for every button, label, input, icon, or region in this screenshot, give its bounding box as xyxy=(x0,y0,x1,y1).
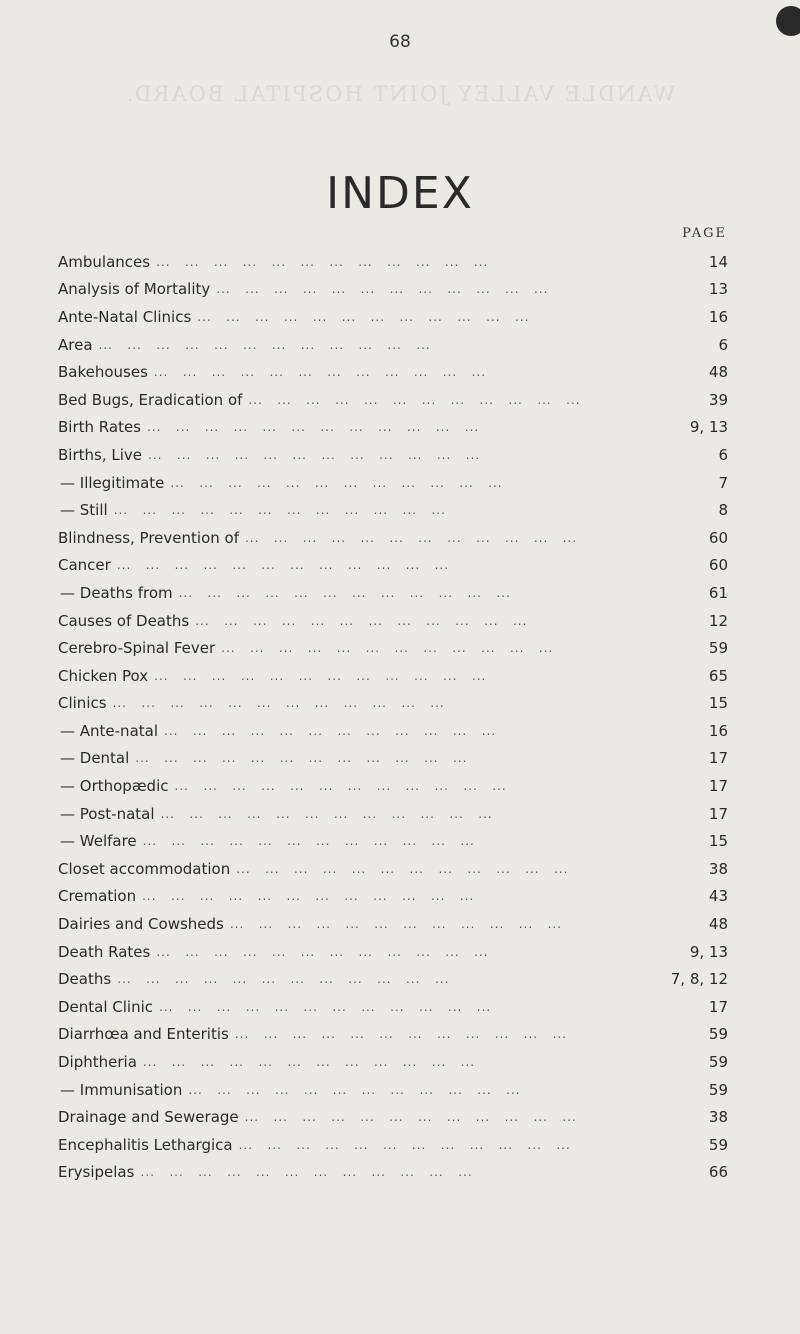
dot-leader xyxy=(107,696,708,710)
index-entry-page: 7 xyxy=(718,473,728,492)
index-entry-label: Dental Clinic xyxy=(58,997,154,1016)
dot-leader xyxy=(142,448,708,462)
dot-leader xyxy=(134,1165,708,1179)
index-entry xyxy=(58,496,728,524)
index-entry-page: 12 xyxy=(708,611,728,630)
dot-leader xyxy=(111,558,708,572)
index-entry-page: 17 xyxy=(708,777,728,796)
index-entry-label: — Illegitimate xyxy=(60,473,165,492)
index-entry-label: Chicken Pox xyxy=(58,666,149,685)
index-entry-page: 17 xyxy=(708,997,728,1016)
index-entry xyxy=(58,1048,728,1076)
index-entry-page: 38 xyxy=(708,859,728,878)
dot-leader xyxy=(169,779,709,793)
index-entry xyxy=(58,883,728,911)
index-entry xyxy=(58,579,728,607)
dot-leader xyxy=(189,614,708,628)
index-entry-label: Ante-Natal Clinics xyxy=(58,307,192,326)
index-entry-label: Cremation xyxy=(58,887,137,906)
index-entry-label: Cerebro-Spinal Fever xyxy=(58,639,216,658)
index-entry-label: — Ante-natal xyxy=(60,721,158,740)
index-entry xyxy=(58,800,728,828)
index-entry-label: Causes of Deaths xyxy=(58,611,190,630)
dot-leader xyxy=(182,1083,708,1097)
index-entry-label: Bed Bugs, Eradication of xyxy=(58,390,243,409)
index-entry-label: Ambulances xyxy=(58,252,151,271)
index-entry xyxy=(58,386,728,414)
dot-leader xyxy=(173,586,708,600)
index-entry-label: Diphtheria xyxy=(58,1053,137,1072)
index-entry-page: 16 xyxy=(708,307,728,326)
index-entry-label: Bakehouses xyxy=(58,363,148,382)
index-entry xyxy=(58,662,728,690)
dot-leader xyxy=(242,393,708,407)
index-entry-label: Blindness, Prevention of xyxy=(58,528,239,547)
dot-leader xyxy=(148,669,708,683)
index-entry xyxy=(58,965,728,993)
dot-leader xyxy=(191,310,708,324)
index-entry xyxy=(58,772,728,800)
dot-leader xyxy=(229,1027,708,1041)
dot-leader xyxy=(141,420,690,434)
index-entry xyxy=(58,855,728,883)
index-entry-page: 59 xyxy=(708,1080,728,1099)
page-column-header: PAGE xyxy=(682,226,727,241)
index-entry-label: Area xyxy=(58,335,93,354)
dot-leader xyxy=(148,365,708,379)
index-entry-page: 13 xyxy=(708,280,728,299)
index-entry-page: 59 xyxy=(708,1025,728,1044)
dot-leader xyxy=(164,476,708,490)
index-entry-page: 43 xyxy=(708,887,728,906)
index-entry-page: 59 xyxy=(708,639,728,658)
index-entry-label: Deaths xyxy=(58,970,112,989)
index-entry xyxy=(58,414,728,442)
dot-leader xyxy=(153,1000,708,1014)
index-entry-page: 59 xyxy=(708,1053,728,1072)
index-entry xyxy=(58,1159,728,1187)
index-entry xyxy=(58,910,728,938)
index-entry-page: 6 xyxy=(718,335,728,354)
index-entry xyxy=(58,634,728,662)
index-entry-label: Dairies and Cowsheds xyxy=(58,915,224,934)
index-entry xyxy=(58,248,728,276)
index-entry xyxy=(58,358,728,386)
index-entry xyxy=(58,1076,728,1104)
index-entry xyxy=(58,276,728,304)
dot-leader xyxy=(108,503,708,517)
dot-leader xyxy=(215,641,708,655)
show-through-text: WANDLE VALLEY JOINT HOSPITAL BOARD. xyxy=(124,82,676,106)
dot-leader xyxy=(129,751,708,765)
index-entry-label: — Orthopædic xyxy=(60,777,169,796)
index-entry-page: 16 xyxy=(708,721,728,740)
index-entry xyxy=(58,827,728,855)
index-entry xyxy=(58,552,728,580)
index-entry xyxy=(58,690,728,718)
dot-leader xyxy=(150,945,689,959)
index-entry xyxy=(58,938,728,966)
dot-leader xyxy=(150,255,708,269)
index-entry-label: — Welfare xyxy=(60,832,137,851)
dot-leader xyxy=(137,1055,708,1069)
index-entry-page: 65 xyxy=(708,666,728,685)
index-entry-label: Drainage and Sewerage xyxy=(58,1108,239,1127)
index-entry xyxy=(58,524,728,552)
index-entry-page: 48 xyxy=(708,915,728,934)
index-entry-page: 14 xyxy=(708,252,728,271)
index-entry xyxy=(58,469,728,497)
index-entry xyxy=(58,303,728,331)
index-entry-page: 7, 8, 12 xyxy=(670,970,728,989)
index-entry-page: 9, 13 xyxy=(689,942,728,961)
index-entry-label: Death Rates xyxy=(58,942,151,961)
index-entry-page: 66 xyxy=(708,1163,728,1182)
index-entry-page: 17 xyxy=(708,804,728,823)
dot-leader xyxy=(155,807,708,821)
index-entry-page: 48 xyxy=(708,363,728,382)
dot-leader xyxy=(224,917,708,931)
dot-leader xyxy=(239,1110,708,1124)
index-entry xyxy=(58,1131,728,1159)
index-entry-label: Encephalitis Lethargica xyxy=(58,1135,233,1154)
index-entry-page: 61 xyxy=(708,583,728,602)
dot-leader xyxy=(158,724,708,738)
index-entry xyxy=(58,717,728,745)
dot-leader xyxy=(111,972,671,986)
index-entry-page: 59 xyxy=(708,1135,728,1154)
index-title: INDEX xyxy=(326,168,474,219)
index-entry-label: — Immunisation xyxy=(60,1080,183,1099)
index-entry-label: Diarrhœa and Enteritis xyxy=(58,1025,229,1044)
index-entry-label: — Dental xyxy=(60,749,130,768)
index-entry-page: 15 xyxy=(708,694,728,713)
index-entry-page: 15 xyxy=(708,832,728,851)
index-entry-page: 17 xyxy=(708,749,728,768)
index-entry-label: Analysis of Mortality xyxy=(58,280,211,299)
index-entry-label: Clinics xyxy=(58,694,107,713)
index-entry xyxy=(58,993,728,1021)
index-entry-page: 60 xyxy=(708,556,728,575)
index-entry-page: 39 xyxy=(708,390,728,409)
dot-leader xyxy=(210,282,708,296)
index-entry xyxy=(58,1103,728,1131)
index-entry-label: Cancer xyxy=(58,556,111,575)
dot-leader xyxy=(137,834,708,848)
index-entries xyxy=(58,248,728,1186)
dot-leader xyxy=(93,338,708,352)
index-entry xyxy=(58,607,728,635)
index-entry xyxy=(58,745,728,773)
index-entry-page: 8 xyxy=(718,501,728,520)
index-entry-page: 6 xyxy=(718,445,728,464)
index-entry-label: — Deaths from xyxy=(60,583,173,602)
index-entry-label: Births, Live xyxy=(58,445,142,464)
index-entry-label: Closet accommodation xyxy=(58,859,231,878)
dot-leader xyxy=(239,531,708,545)
index-entry xyxy=(58,1021,728,1049)
index-entry-page: 9, 13 xyxy=(689,418,728,437)
index-entry-page: 60 xyxy=(708,528,728,547)
index-entry xyxy=(58,331,728,359)
index-entry-label: Erysipelas xyxy=(58,1163,135,1182)
corner-ink-dot xyxy=(776,6,800,36)
dot-leader xyxy=(233,1138,708,1152)
dot-leader xyxy=(230,862,708,876)
index-entry-label: — Still xyxy=(60,501,108,520)
page-number: 68 xyxy=(389,32,411,52)
index-entry-label: — Post-natal xyxy=(60,804,155,823)
dot-leader xyxy=(136,889,708,903)
index-entry-label: Birth Rates xyxy=(58,418,141,437)
index-entry-page: 38 xyxy=(708,1108,728,1127)
index-entry xyxy=(58,441,728,469)
